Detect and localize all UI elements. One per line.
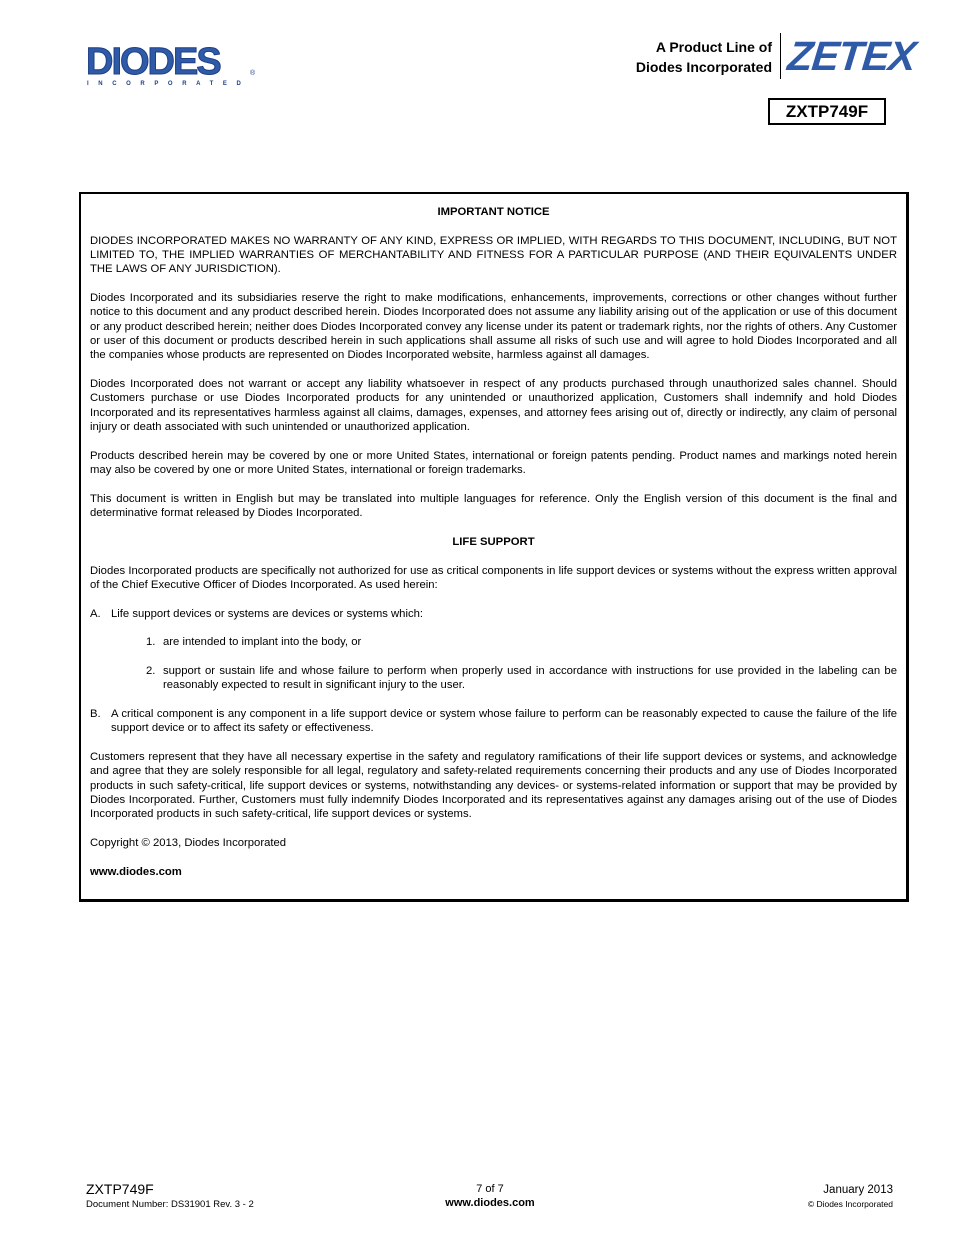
product-line-text xyxy=(636,37,772,77)
notice-paragraph-3: Diodes Incorporated does not warrant or accept any liability whatsoever in respect of any products purchased through unauthorized sales channel. Should Customers purchase or use Diodes Incorporated products for any unintended or unauthorized application, Customers shall indemnify and hold Diodes Incorporated and its representatives harmless against all claims, damages, expenses, and attorney fees arising out of, directly or indirectly, any claim of personal injury or death associated with such unintended or unauthorized application. xyxy=(90,378,897,434)
list-marker-a: A. xyxy=(90,607,101,620)
part-number-box: ZXTP749F xyxy=(768,98,886,125)
diodes-logo-word: DIODES xyxy=(86,41,220,83)
life-support-paragraph: Diodes Incorporated products are specifically not authorized for use as critical components in life support devices or systems without the express written approval of the Chief Executive Officer of Diodes Incorporated. As used herein: xyxy=(90,564,897,591)
header-divider xyxy=(780,33,781,79)
notice-paragraph-4: Products described herein may be covered by one or more United States, international or foreign patents pending. Product names and markings noted herein may also be covered by one or more United States, international or foreign trademarks. xyxy=(90,449,897,477)
sub-marker-2: 2. xyxy=(146,665,156,677)
sub-marker-1: 1. xyxy=(146,636,156,649)
sub-item-1 xyxy=(90,635,897,649)
notice-paragraph-2: Diodes Incorporated and its subsidiaries reserve the right to make modifications, enhancements, improvements, corrections or other changes without further notice to this document and any product described herein. Diodes Incorporated does not assume any liability arising out of the application or use of this document or any product described herein; neither does Diodes Incorporated convey any license under its patent or trademark rights, nor the rights of others. Any Customer or user of this document or products described herein in such applications shall assume all risks of such use and will agree to hold Diodes Incorporated and all the companies whose products are represented on Diodes Incorporated website, harmless against all damages. xyxy=(90,292,897,362)
registered-mark: ® xyxy=(250,70,256,77)
product-line-1: A Product Line of xyxy=(655,39,772,55)
footer-date: January 2013 xyxy=(823,1184,893,1196)
copyright-line: Copyright © 2013, Diodes Incorporated xyxy=(90,837,287,850)
list-text-a: Life support devices or systems are devices or systems which: xyxy=(111,607,424,620)
sub-text-1: are intended to implant into the body, or xyxy=(163,636,362,649)
important-notice-box xyxy=(79,192,909,902)
sub-item-2 xyxy=(90,664,897,693)
diodes-logo-subtitle: INCORPORATED xyxy=(87,81,251,87)
zetex-logo: ZETEX xyxy=(785,33,918,79)
notice-paragraph-1: DIODES INCORPORATED MAKES NO WARRANTY OF ANY KIND, EXPRESS OR IMPLIED, WITH REGARDS TO THIS DOCUMENT, INCLUDING, BUT NOT LIMITED TO, THE IMPLIED WARRANTIES OF MERCHANTABILITY AND FITNESS FOR A PARTICULAR PURPOSE (AND THEIR EQUIVALENTS UNDER THE LAWS OF ANY JURISDICTION). xyxy=(90,234,897,276)
list-item-b xyxy=(90,707,897,736)
footer-page-number: 7 of 7 xyxy=(476,1183,504,1195)
customer-representation-paragraph: Customers represent that they have all necessary expertise in the safety and regulatory ramifications of their life support devices or systems, and acknowledge and agree that they are solely responsible for all legal, regulatory and safety-related requirements concerning their products and any use of Diodes Incorporated products in such safety-critical, life support devices or systems, notwithstanding any devices- or systems-related information or support that may be provided by Diodes Incorporated. Further, Customers must fully indemnify Diodes Incorporated and its representatives against any damages arising out of the use of Diodes Incorporated products in such safety-critical, life support devices or systems. xyxy=(90,751,897,821)
life-support-title: LIFE SUPPORT xyxy=(452,535,535,548)
website-link[interactable]: www.diodes.com xyxy=(90,865,182,878)
list-text-b: A critical component is any component in a life support device or system whose failure to perform can be reasonably expected to cause the failure of the life support device or to affect its safety or effectiveness. xyxy=(111,708,897,735)
sub-text-2: support or sustain life and whose failure to perform when properly used in accordance with instructions for use provided in the labeling can be reasonably expected to result in significant injury to the user. xyxy=(163,665,897,692)
notice-paragraph-5: This document is written in English but may be translated into multiple languages for reference. Only the English version of this document is the final and determinative format released by Diodes Incorporated. xyxy=(90,492,897,520)
product-line-2: Diodes Incorporated xyxy=(635,59,772,75)
footer-part-number: ZXTP749F xyxy=(86,1181,154,1197)
list-item-a xyxy=(90,607,897,621)
diodes-logo xyxy=(86,42,258,90)
footer-right xyxy=(808,1183,893,1210)
footer-url[interactable]: www.diodes.com xyxy=(445,1197,535,1209)
footer-document-number: Document Number: DS31901 Rev. 3 - 2 xyxy=(86,1199,254,1210)
footer-copyright: © Diodes Incorporated xyxy=(807,1199,893,1209)
notice-title: IMPORTANT NOTICE xyxy=(437,206,550,218)
list-marker-b: B. xyxy=(90,708,101,721)
